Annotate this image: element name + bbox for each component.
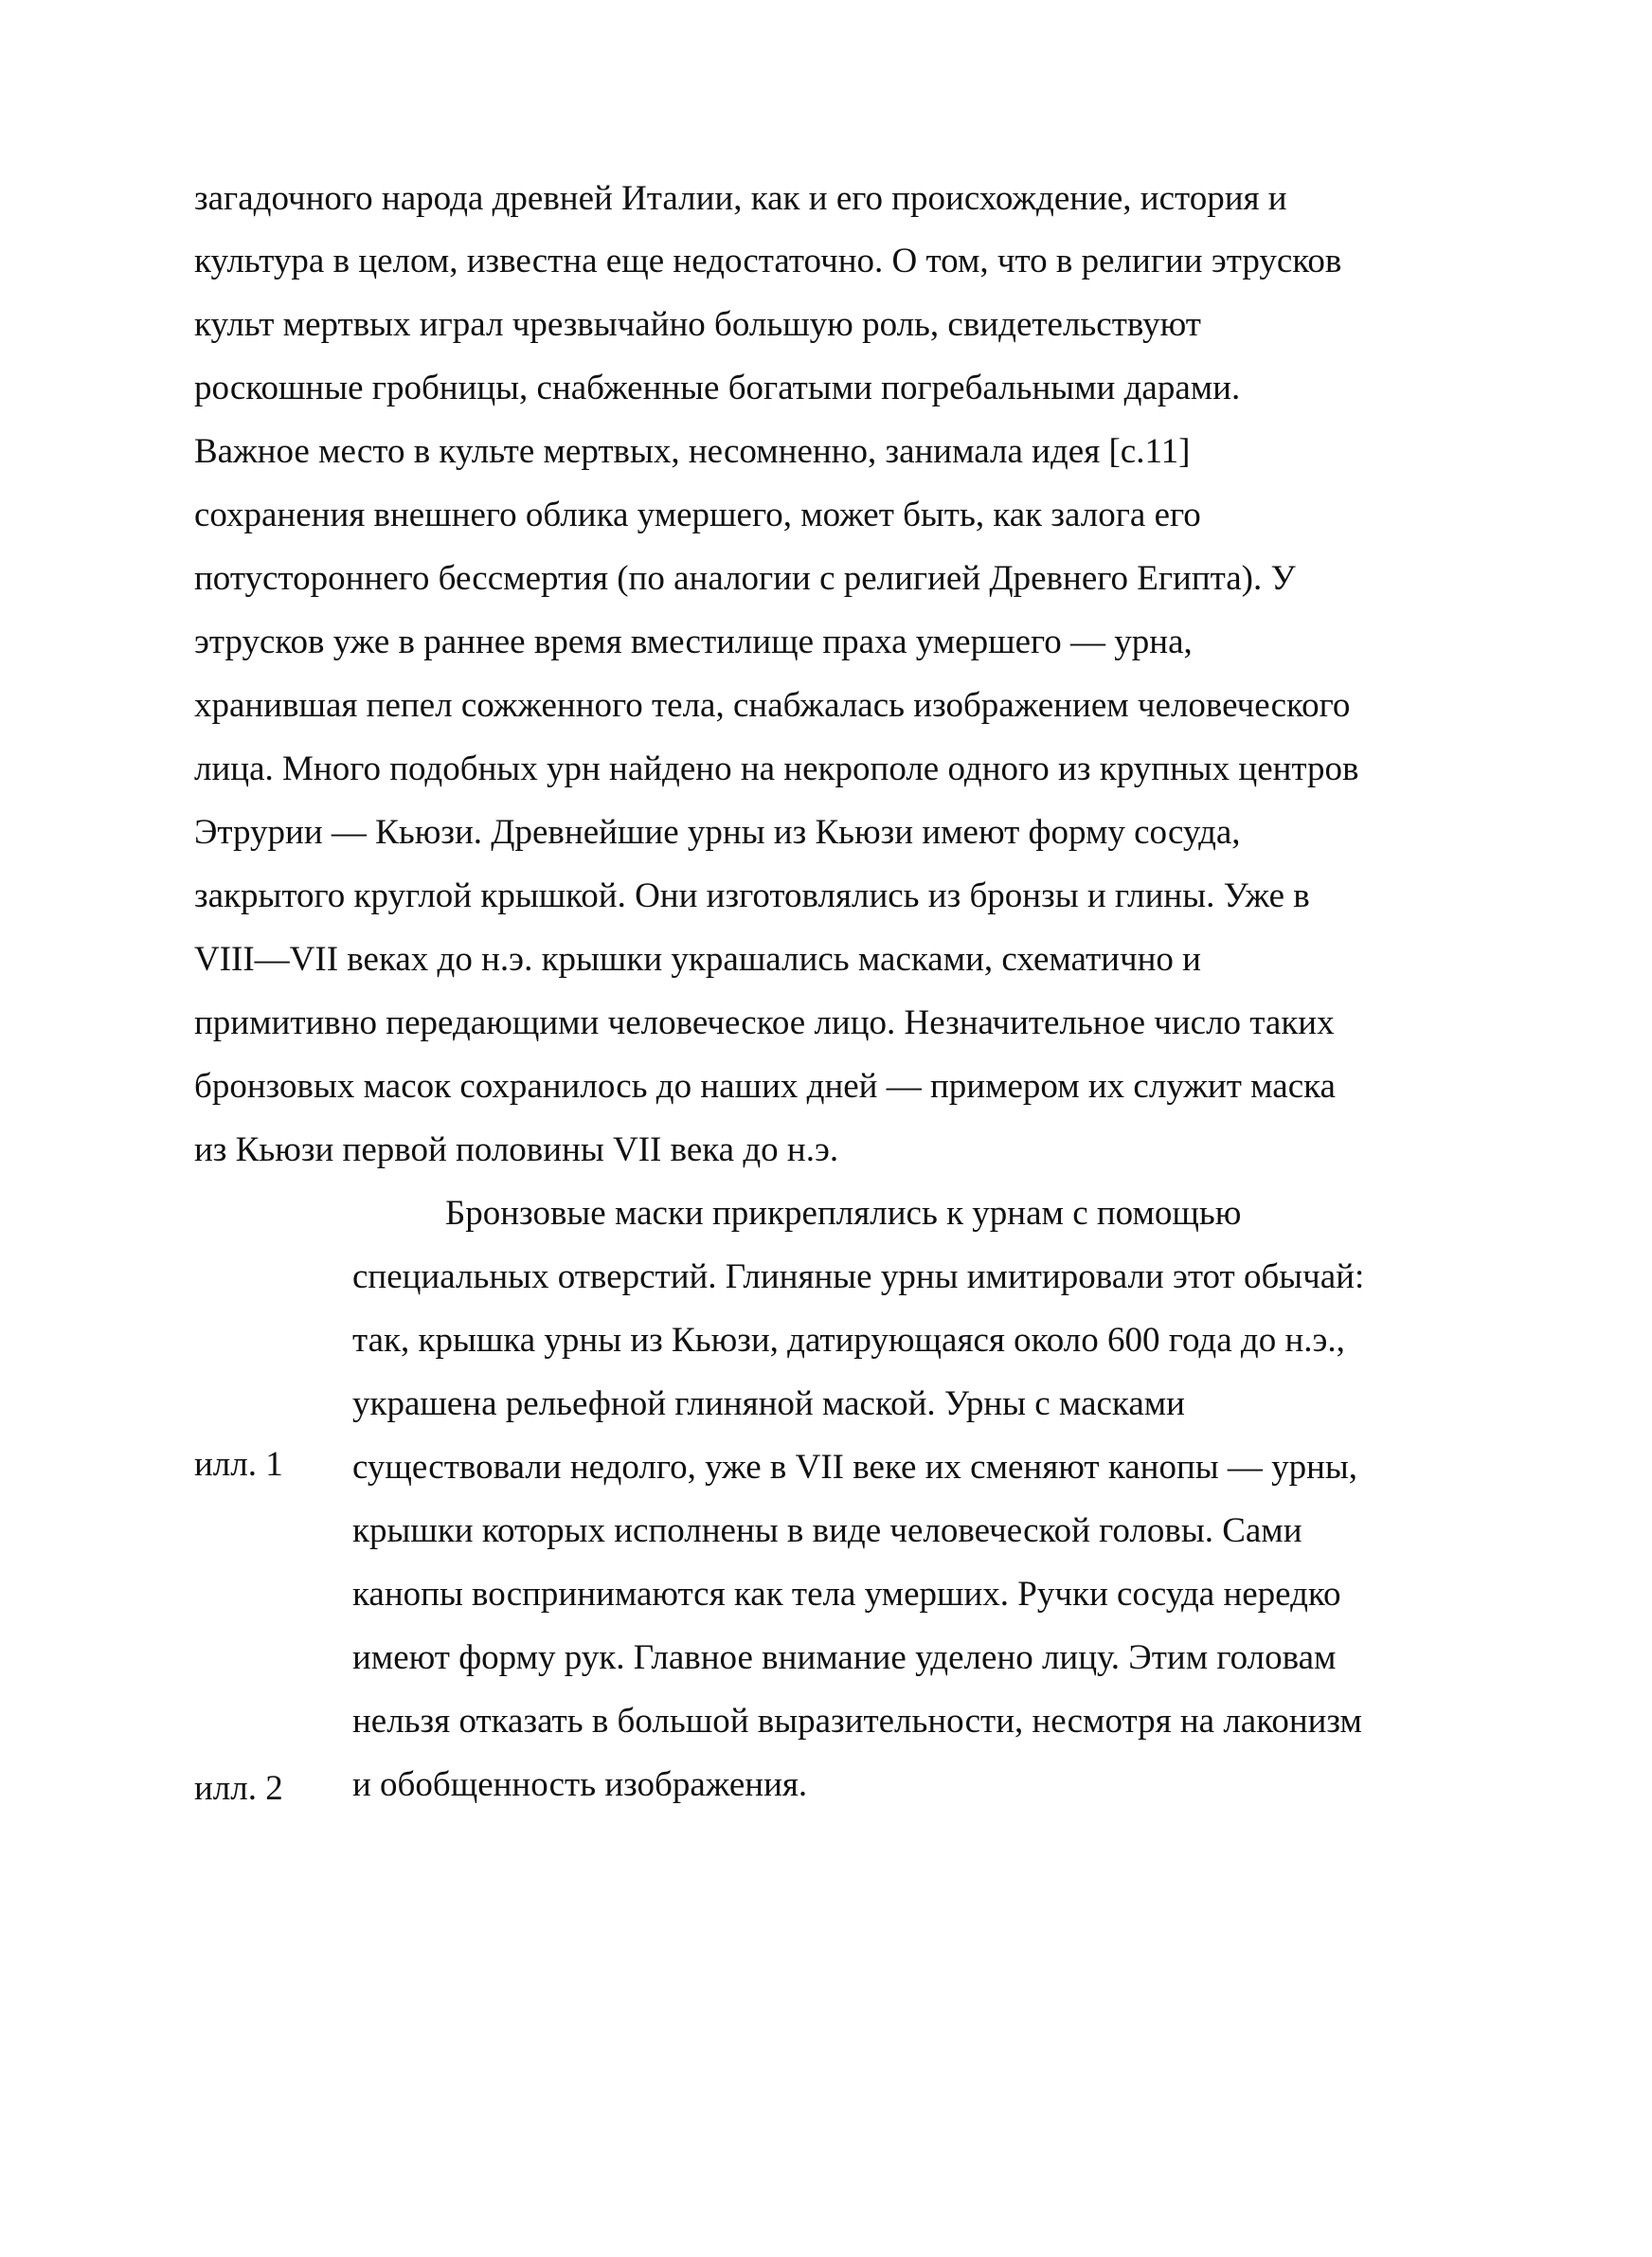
text-line: примитивно передающими человеческое лицо. Незначительное число таких	[194, 1003, 1335, 1042]
margin-note-illustration-1: илл. 1	[194, 1445, 283, 1484]
text-line: культура в целом, известна еще недостаточно. О том, что в религии этрусков	[194, 242, 1342, 280]
text-line: имеют форму рук. Главное внимание уделено лицу. Этим головам	[352, 1638, 1337, 1677]
text-line: украшена рельефной глиняной маской. Урны с масками	[352, 1384, 1185, 1423]
text-line: закрытого круглой крышкой. Они изготовлялись из бронзы и глины. Уже в	[194, 876, 1310, 915]
text-line: нельзя отказать в большой выразительности, несмотря на лаконизм	[352, 1702, 1362, 1741]
text-line: VIII—VII веках до н.э. крышки украшались масками, схематично и	[194, 940, 1201, 979]
text-line: крышки которых исполнены в виде человеческой головы. Сами	[352, 1511, 1302, 1550]
text-line: Бронзовые маски прикреплялись к урнам с помощью	[445, 1194, 1242, 1233]
text-line: Этрурии — Кьюзи. Древнейшие урны из Кьюзи имеют форму сосуда,	[194, 813, 1241, 852]
text-line: так, крышка урны из Кьюзи, датирующаяся около 600 года до н.э.,	[352, 1321, 1345, 1360]
text-line: загадочного народа древней Италии, как и его происхождение, история и	[194, 179, 1287, 218]
margin-note-illustration-2: илл. 2	[194, 1769, 283, 1808]
text-line: хранившая пепел сожженного тела, снабжалась изображением человеческого	[194, 686, 1351, 725]
text-line: канопы воспринимаются как тела умерших. Ручки сосуда нередко	[352, 1575, 1341, 1614]
text-line: сохранения внешнего облика умершего, может быть, как залога его	[194, 496, 1201, 534]
text-line: специальных отверстий. Глиняные урны имитировали этот обычай:	[352, 1257, 1365, 1296]
text-line: потустороннего бессмертия (по аналогии с религией Древнего Египта). У	[194, 559, 1296, 598]
text-line: роскошные гробницы, снабженные богатыми погребальными дарами.	[194, 369, 1241, 407]
text-line: из Кьюзи первой половины VII века до н.э.	[194, 1130, 839, 1169]
text-line: лица. Много подобных урн найдено на некрополе одного из крупных центров	[194, 749, 1359, 788]
text-line: Важное место в культе мертвых, несомненно, занимала идея [с.11]	[194, 432, 1191, 471]
text-line: и обобщенность изображения.	[352, 1765, 808, 1804]
text-line: культ мертвых играл чрезвычайно большую роль, свидетельствуют	[194, 305, 1201, 344]
text-line: существовали недолго, уже в VII веке их сменяют канопы — урны,	[352, 1448, 1358, 1487]
text-line: бронзовых масок сохранилось до наших дней — примером их служит маска	[194, 1067, 1336, 1106]
text-line: этрусков уже в раннее время вместилище праха умершего — урна,	[194, 623, 1193, 661]
